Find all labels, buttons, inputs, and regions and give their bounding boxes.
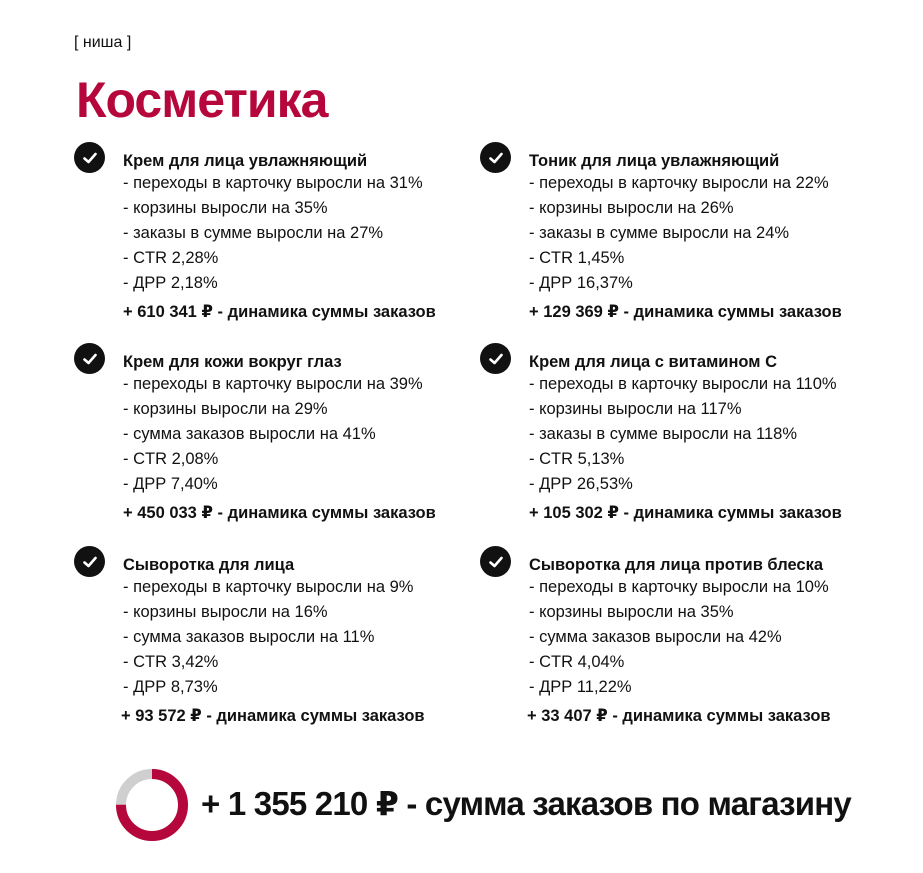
checkmark-icon xyxy=(74,343,105,374)
metric-line: - переходы в карточку выросли на 110% xyxy=(529,375,837,393)
product-card xyxy=(529,151,923,322)
metric-line: - CTR 3,42% xyxy=(123,653,219,671)
metric-line: - корзины выросли на 26% xyxy=(529,199,734,217)
metric-line: - переходы в карточку выросли на 31% xyxy=(123,174,423,192)
product-summary: + 129 369 ₽ - динамика суммы заказов xyxy=(529,303,842,321)
checkmark-icon xyxy=(480,142,511,173)
metric-line: - ДРР 8,73% xyxy=(123,678,218,696)
product-summary: + 33 407 ₽ - динамика суммы заказов xyxy=(527,707,831,725)
product-card xyxy=(529,555,923,726)
metric-line: - CTR 5,13% xyxy=(529,450,625,468)
product-title: Сыворотка для лица xyxy=(123,556,295,574)
metric-line: - корзины выросли на 35% xyxy=(123,199,328,217)
metric-line: - ДРР 16,37% xyxy=(529,274,633,292)
metric-line: - корзины выросли на 35% xyxy=(529,603,734,621)
product-card xyxy=(123,352,523,523)
product-summary: + 610 341 ₽ - динамика суммы заказов xyxy=(123,303,436,321)
product-title: Крем для лица увлажняющий xyxy=(123,152,368,170)
checkmark-icon xyxy=(480,546,511,577)
metric-line: - ДРР 2,18% xyxy=(123,274,218,292)
metric-line: - CTR 2,28% xyxy=(123,249,219,267)
metric-line: - CTR 1,45% xyxy=(529,249,625,267)
product-title: Тоник для лица увлажняющий xyxy=(529,152,780,170)
metric-line: - заказы в сумме выросли на 27% xyxy=(123,224,384,242)
product-title: Крем для кожи вокруг глаз xyxy=(123,353,342,371)
page-title: Косметика xyxy=(76,72,328,128)
metric-line: - сумма заказов выросли на 11% xyxy=(123,628,375,646)
metric-line: - корзины выросли на 29% xyxy=(123,400,328,418)
product-title: Крем для лица с витамином С xyxy=(529,353,777,371)
product-summary: + 450 033 ₽ - динамика суммы заказов xyxy=(123,504,436,522)
progress-ring-icon xyxy=(115,768,189,842)
total-section xyxy=(115,768,875,842)
checkmark-icon xyxy=(74,142,105,173)
metric-line: - переходы в карточку выросли на 9% xyxy=(123,578,414,596)
metric-line: - заказы в сумме выросли на 24% xyxy=(529,224,790,242)
product-summary: + 105 302 ₽ - динамика суммы заказов xyxy=(529,504,842,522)
metric-line: - ДРР 26,53% xyxy=(529,475,633,493)
metric-line: - корзины выросли на 16% xyxy=(123,603,328,621)
total-orders-text: + 1 355 210 ₽ - сумма заказов по магазину xyxy=(201,785,851,822)
metric-line: - CTR 2,08% xyxy=(123,450,219,468)
metric-line: - CTR 4,04% xyxy=(529,653,625,671)
product-summary: + 93 572 ₽ - динамика суммы заказов xyxy=(121,707,425,725)
niche-tag: [ ниша ] xyxy=(74,34,132,51)
metric-line: - сумма заказов выросли на 41% xyxy=(123,425,376,443)
product-title: Сыворотка для лица против блеска xyxy=(529,556,824,574)
metric-line: - переходы в карточку выросли на 22% xyxy=(529,174,829,192)
metric-line: - сумма заказов выросли на 42% xyxy=(529,628,782,646)
metric-line: - ДРР 11,22% xyxy=(529,678,632,696)
checkmark-icon xyxy=(480,343,511,374)
metric-line: - переходы в карточку выросли на 39% xyxy=(123,375,423,393)
metric-line: - переходы в карточку выросли на 10% xyxy=(529,578,829,596)
product-card xyxy=(529,352,923,523)
product-card xyxy=(123,555,523,726)
metric-line: - заказы в сумме выросли на 118% xyxy=(529,425,798,443)
metric-line: - ДРР 7,40% xyxy=(123,475,218,493)
product-card xyxy=(123,151,523,322)
checkmark-icon xyxy=(74,546,105,577)
metric-line: - корзины выросли на 117% xyxy=(529,400,742,418)
